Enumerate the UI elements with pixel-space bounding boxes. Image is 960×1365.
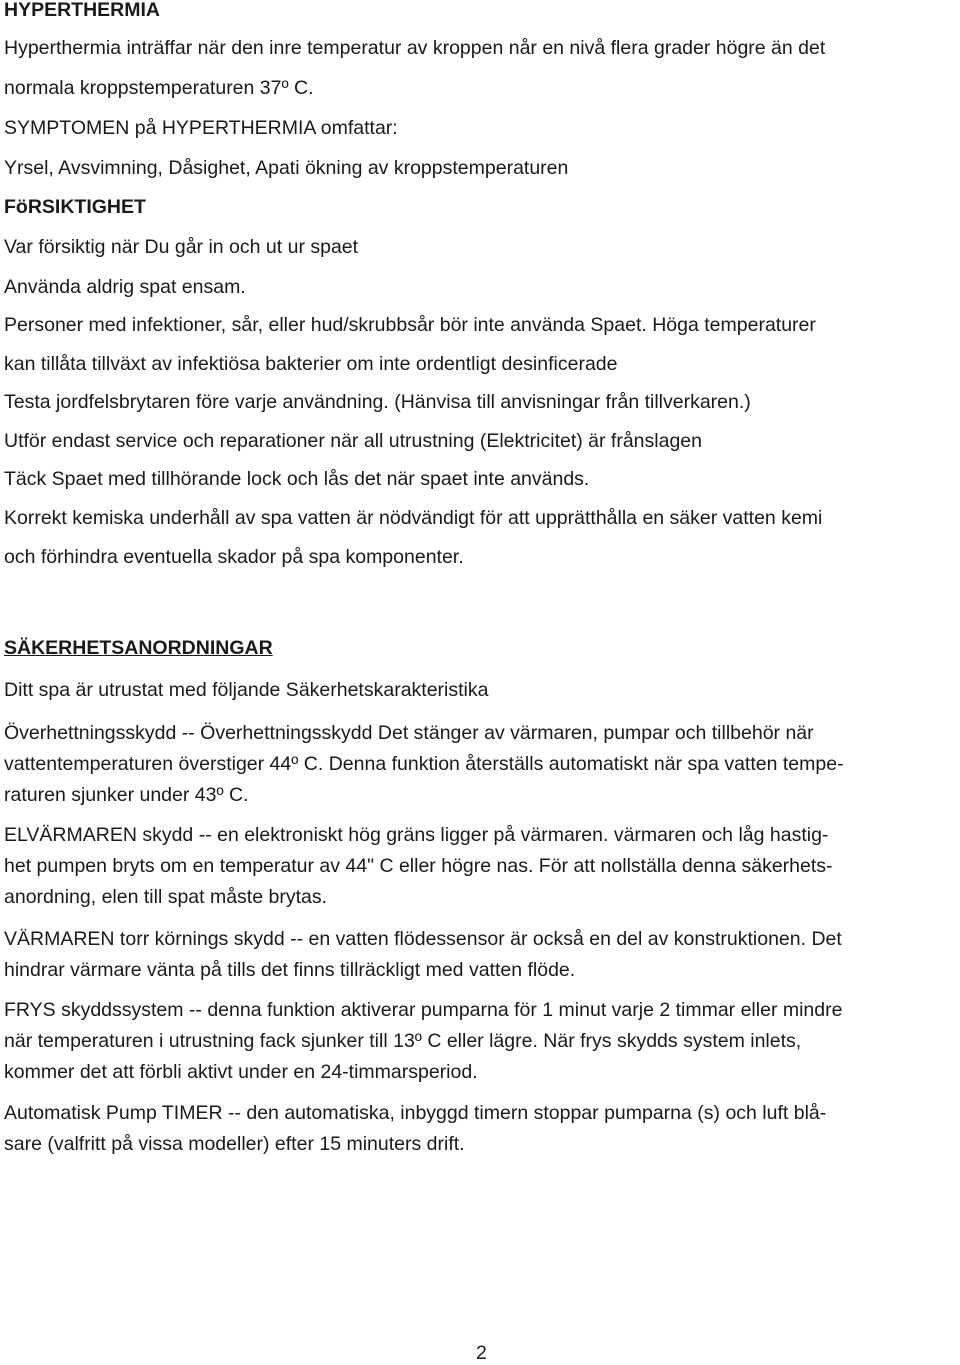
hyperthermia-body	[4, 28, 825, 188]
text-line: Automatisk Pump TIMER -- den automatiska, inbyggd timern stoppar pumparna (s) och luft blå-	[4, 1102, 827, 1124]
text-line: normala kroppstemperaturen 37º C.	[4, 77, 314, 99]
text-line: anordning, elen till spat måste brytas.	[4, 886, 328, 908]
text-line: Överhettningsskydd -- Överhettningsskydd Det stänger av värmaren, pumpar och tillbehör när	[4, 722, 814, 744]
text-line: sare (valfritt på vissa modeller) efter 15 minuters drift.	[4, 1133, 465, 1155]
text-line: Var försiktig när Du går in och ut ur spaet	[4, 236, 359, 258]
safety-paragraph-timer	[4, 1098, 826, 1160]
text-line: Täck Spaet med tillhörande lock och lås det när spaet inte används.	[4, 468, 590, 491]
text-line: Personer med infektioner, sår, eller hud/skrubbsår bör inte använda Spaet. Höga temperaturer	[4, 314, 816, 336]
safety-paragraph-heater	[4, 820, 833, 913]
text-line: kan tillåta tillväxt av infektiösa bakterier om inte ordentligt desinficerade	[4, 352, 618, 375]
safety-paragraph-dry-run	[4, 924, 842, 986]
text-line: het pumpen bryts om en temperatur av 44" C eller högre nas. För att nollställa denna säkerhets-	[4, 855, 833, 877]
safety-paragraph-freeze	[4, 995, 842, 1088]
text-line: SYMPTOMEN på HYPERTHERMIA omfattar:	[4, 117, 398, 139]
page-number: 2	[476, 1342, 487, 1364]
text-line: ELVÄRMAREN skydd -- en elektroniskt hög gräns ligger på värmaren. värmaren och låg hastig-	[4, 824, 829, 846]
safety-heading: SÄKERHETSANORDNINGAR	[4, 637, 273, 659]
text-line: hindrar värmare vänta på tills det finns tillräckligt med vatten flöde.	[4, 959, 576, 981]
safety-intro: Ditt spa är utrustat med följande Säkerhetskarakteristika	[4, 679, 489, 701]
text-line: kommer det att förbli aktivt under en 24-timmarsperiod.	[4, 1061, 478, 1083]
text-line: och förhindra eventuella skador på spa komponenter.	[4, 545, 464, 568]
caution-body	[4, 227, 358, 307]
safety-paragraph-overheat	[4, 718, 844, 811]
text-line: Yrsel, Avsvimning, Dåsighet, Apati ökning av kroppstemperaturen	[4, 157, 569, 179]
text-line: Korrekt kemiska underhåll av spa vatten är nödvändigt för att upprätthålla en säker vatten kemi	[4, 506, 823, 529]
text-line: Testa jordfelsbrytaren före varje användning. (Hänvisa till anvisningar från tillverkaren.)	[4, 391, 751, 414]
hyperthermia-heading: HYPERTHERMIA	[4, 0, 161, 21]
text-line: Utför endast service och reparationer när all utrustning (Elektricitet) är frånslagen	[4, 429, 702, 452]
text-line: när temperaturen i utrustning fack sjunker till 13º C eller lägre. När frys skydds system inlets,	[4, 1030, 802, 1052]
text-line: raturen sjunker under 43º C.	[4, 784, 249, 806]
text-line: FRYS skyddssystem -- denna funktion aktiverar pumparna för 1 minut varje 2 timmar eller mindre	[4, 999, 843, 1021]
text-line: VÄRMAREN torr körnings skydd -- en vatten flödessensor är också en del av konstruktionen. Det	[4, 928, 842, 950]
text-line: vattentemperaturen överstiger 44º C. Denna funktion återställs automatiskt när spa vatten tempe-	[4, 753, 844, 775]
text-line: Hyperthermia inträffar när den inre temperatur av kroppen når en nivå flera grader högre än det	[4, 37, 826, 59]
text-line: Använda aldrig spat ensam.	[4, 276, 246, 298]
caution-heading: FöRSIKTIGHET	[4, 196, 146, 218]
caution-body-continued	[4, 306, 822, 576]
